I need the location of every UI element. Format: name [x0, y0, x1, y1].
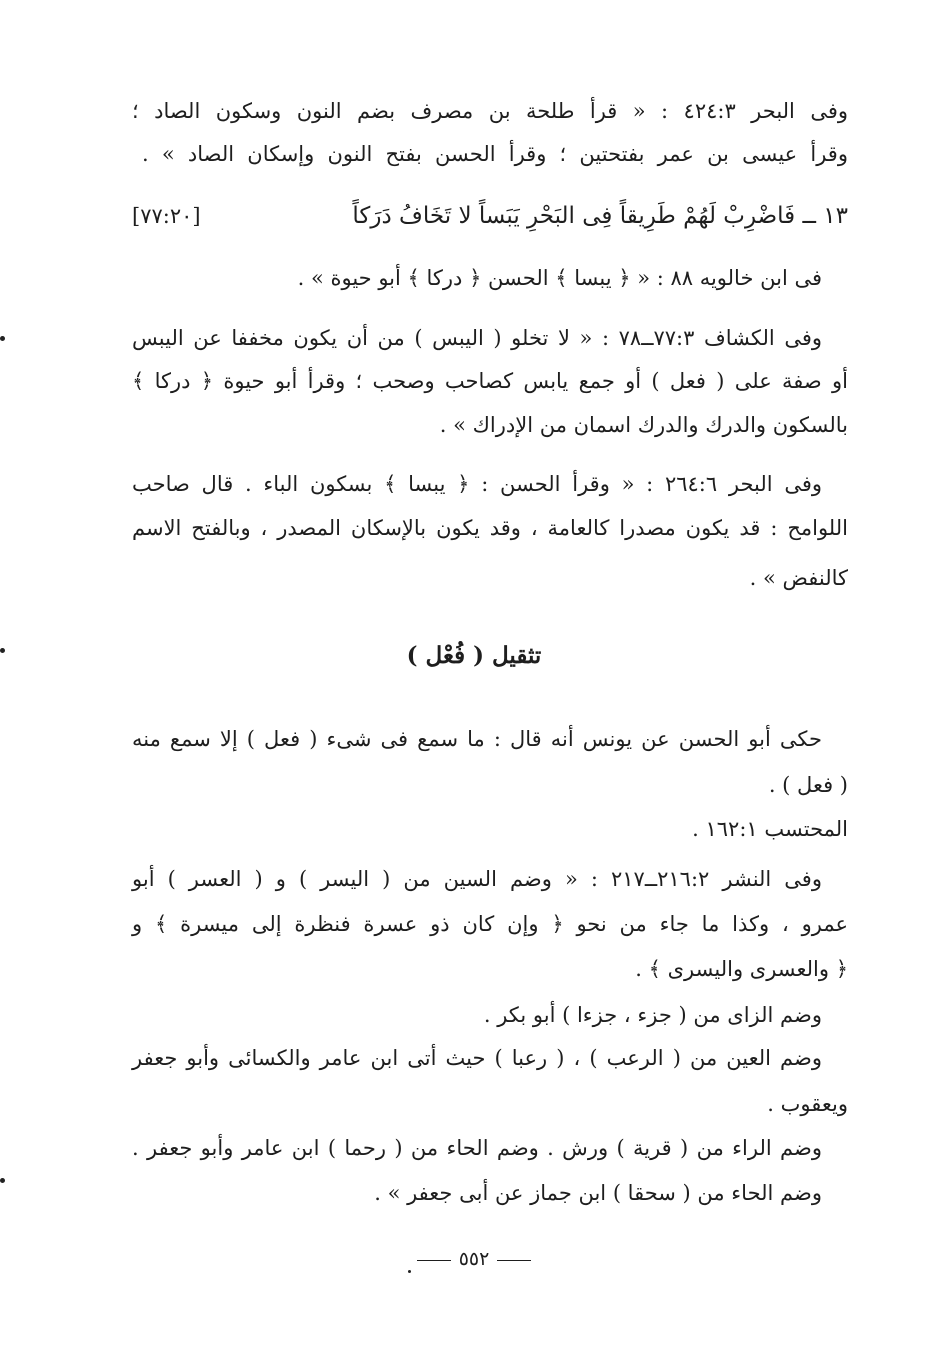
section-heading: تثقيل ( فُعْل ) — [406, 642, 542, 669]
text-line: وضم العين من ( الرعب ) ، ( رعبا ) حيث أتى ابن عامر والكسائى وأبو جعفر — [132, 1046, 822, 1070]
scan-mark — [0, 336, 5, 341]
text-line: وفى الكشاف ٧٧:٣ــ٧٨ : « لا تخلو ( اليبس ) من أن يكون مخففا عن اليبس — [132, 326, 823, 350]
footer-dash — [497, 1260, 531, 1261]
text-line: وفى البحر ٤٢٤:٣ : « قرأ طلحة بن مصرف بضم النون وسكون الصاد ؛ — [132, 99, 848, 123]
text-line: ويعقوب . — [767, 1092, 848, 1116]
text-line: وضم الزاى من ( جزء ، جزءا ) أبو بكر . — [483, 1003, 822, 1027]
text-line: وفى البحر ٢٦٤:٦ : « وقرأ الحسن : ﴿ يبسا ﴾ بسكون الباء . قال صاحب — [132, 472, 823, 496]
footer-dash — [417, 1260, 451, 1261]
text-line: وضم الحاء من ( سحقا ) ابن جماز عن أبى جعفر » . — [374, 1181, 822, 1205]
verse-reference: [٧٧:٢٠] — [132, 204, 201, 228]
text-line: وضم الراء من ( قرية ) ورش . وضم الحاء من ( رحما ) ابن عامر وأبو جعفر . — [132, 1136, 822, 1160]
text-line: فى ابن خالويه ٨٨ : « ﴿ يبسا ﴾ الحسن ﴿ دركا ﴾ أبو حيوة » . — [297, 266, 822, 290]
text-line: ( فعل ) . — [768, 773, 848, 797]
scan-mark — [408, 1270, 411, 1273]
text-line: حكى أبو الحسن عن يونس أنه قال : ما سمع فى شىء ( فعل ) إلا سمع منه — [132, 727, 822, 751]
scan-mark — [0, 648, 5, 653]
text-line: كالنفض » . — [749, 566, 848, 590]
text-line: عمرو ، وكذا ما جاء من نحو ﴿ وإن كان ذو عسرة فنظرة إلى ميسرة ﴾ و — [132, 912, 848, 936]
text-line: المحتسب ١٦٢:١ . — [692, 817, 848, 841]
text-line: أو صفة على ( فعل ) أو جمع يابس كصاحب وصحب ؛ وقرأ أبو حيوة ﴿ دركا ﴾ — [132, 369, 848, 393]
page-footer — [0, 1246, 948, 1272]
quran-verse: ١٣ ــ فَاضْرِبْ لَهُمْ طَرِيقاً فِى البَحْرِ يَبَساً لا تَخَافُ دَرَكاً — [352, 203, 848, 229]
text-line: ﴿ والعسرى واليسرى ﴾ . — [635, 957, 848, 981]
page-number: ٥٥٢ — [458, 1248, 490, 1270]
text-line: وقرأ عيسى بن عمر بفتحتين ؛ وقرأ الحسن بفتح النون وإسكان الصاد » . — [142, 142, 848, 166]
text-line: بالسكون والدرك والدرك اسمان من الإدراك » . — [439, 413, 848, 437]
scan-mark — [0, 1178, 5, 1183]
text-line: وفى النشر ٢١٦:٢ــ٢١٧ : « وضم السين من ( اليسر ) و ( العسر ) أبو — [132, 867, 822, 891]
text-line: اللوامح : قد يكون مصدرا كالعامة ، وقد يكون بالإسكان المصدر ، وبالفتح الاسم — [132, 516, 848, 540]
